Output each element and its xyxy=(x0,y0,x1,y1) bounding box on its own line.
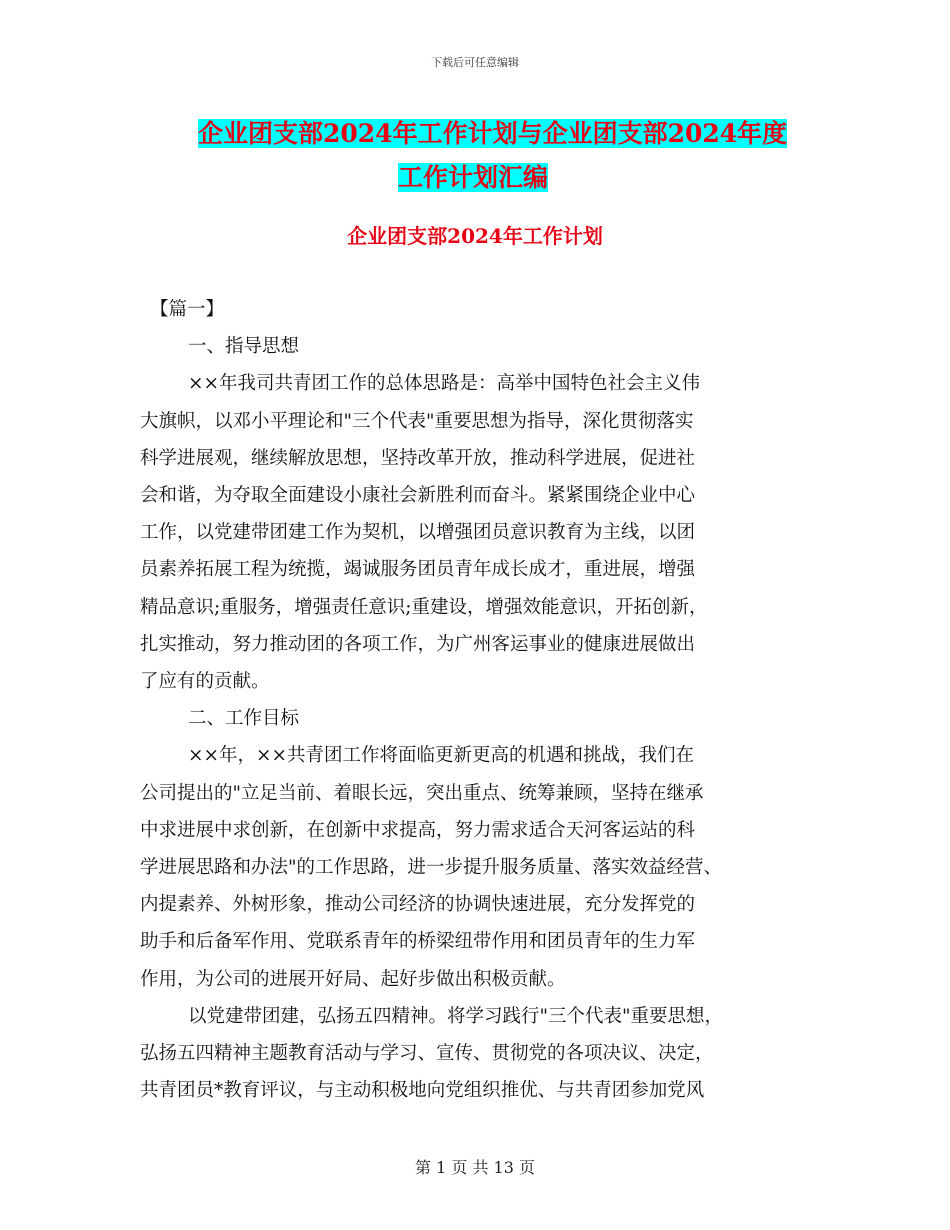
text-line: 学进展思路和办法"的工作思路，进一步提升服务质量、落实效益经营、 xyxy=(140,857,723,879)
main-title xyxy=(198,112,798,200)
text-line: 一、指导思想 xyxy=(188,336,300,358)
text-line: 科学进展观，继续解放思想，坚持改革开放，推动科学进展，促进社 xyxy=(140,447,696,469)
text-line: 中求进展中求创新，在创新中求提高，努力需求适合天河客运站的科 xyxy=(140,819,696,841)
text-line: 大旗帜，以邓小平理论和"三个代表"重要思想为指导，深化贯彻落实 xyxy=(140,410,694,432)
text-line: 以党建带团建，弘扬五四精神。将学习践行"三个代表"重要思想， xyxy=(188,1005,724,1027)
text-line: 作用，为公司的进展开好局、起好步做出积极贡献。 xyxy=(140,968,566,990)
main-title-line-2: 工作计划汇编 xyxy=(398,163,549,192)
text-line: 共青团员*教育评议，与主动积极地向党组织推优、与共青团参加党风 xyxy=(140,1080,705,1102)
text-line: 精品意识;重服务，增强责任意识;重建设，增强效能意识，开拓创新， xyxy=(140,596,708,618)
text-line: 工作，以党建带团建工作为契机，以增强团员意识教育为主线，以团 xyxy=(140,522,696,544)
text-line: 公司提出的"立足当前、着眼长远，突出重点、统筹兼顾，坚持在继承 xyxy=(140,782,704,804)
text-line: 二、工作目标 xyxy=(188,708,300,730)
body-text xyxy=(140,291,820,1109)
text-line: 扎实推动，努力推动团的各项工作，为广州客运事业的健康进展做出 xyxy=(140,633,696,655)
text-line: 助手和后备军作用、党联系青年的桥梁纽带作用和团员青年的生力军 xyxy=(140,931,696,953)
text-line: 弘扬五四精神主题教育活动与学习、宣传、贯彻党的各项决议、决定， xyxy=(140,1043,714,1065)
text-line: 员素养拓展工程为统揽，竭诚服务团员青年成长成才，重进展，增强 xyxy=(140,559,696,581)
main-title-line-1: 企业团支部2024年工作计划与企业团支部2024年度 xyxy=(198,119,788,148)
text-line: ××年，××共青团工作将面临更新更高的机遇和挑战，我们在 xyxy=(188,745,695,767)
header-note: 下载后可任意编辑 xyxy=(431,56,519,69)
page-footer: 第 1 页 共 13 页 xyxy=(415,1158,535,1177)
text-line: 了应有的贡献。 xyxy=(140,671,270,693)
text-line: 【篇一】 xyxy=(150,299,225,320)
text-line: 内提素养、外树形象，推动公司经济的协调快速进展，充分发挥党的 xyxy=(140,894,696,916)
section-title: 企业团支部2024年工作计划 xyxy=(347,224,603,248)
text-line: ××年我司共青团工作的总体思路是：高举中国特色社会主义伟 xyxy=(188,373,701,395)
text-line: 会和谐，为夺取全面建设小康社会新胜利而奋斗。紧紧围绕企业中心 xyxy=(140,485,696,507)
